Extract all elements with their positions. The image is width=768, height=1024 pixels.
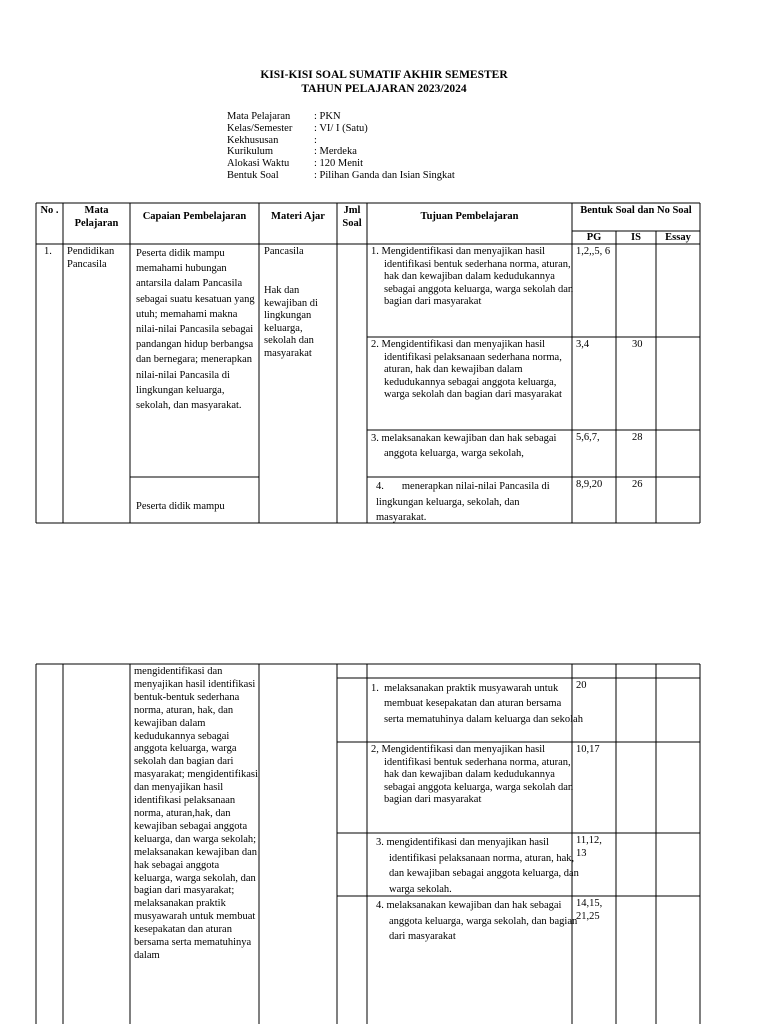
tujuan-number: 4. (376, 481, 384, 492)
tujuan-number: 2, (371, 744, 379, 755)
tujuan-text: Mengidentifikasi dan menyajikan hasil identifikasi bentuk sederhana norma, aturan, hak dan kewajiban dalam kedudukannya sebagai anggota keluarga, warga sekolah dan bagian dari masyarakat (381, 246, 574, 308)
tujuan-item (371, 681, 583, 727)
tujuan-item (371, 246, 583, 309)
tujuan-text: melaksanakan kewajiban dan hak sebagai anggota keluarga, warga sekolah, dan bagian dari masyarakat (386, 900, 578, 942)
meta-label: Mata Pelajaran (227, 111, 291, 122)
pg-cell: 1,2,,5, 6 (576, 246, 611, 257)
pg-cell: 8,9,20 (576, 479, 603, 490)
capaian-cell-continued: mengidentifikasi dan menyajikan hasil identifikasi bentuk-bentuk sederhana norma, aturan, hak, dan kewajiban dalam kedudukannya sebagai anggota keluarga, warga sekolah dan bagian dari masyarakat; mengidentifikasi dan menyajikan hasil identifikasi pelaksanaan norma, aturan,hak, dan kewajiban sebagai anggota keluarga, dan warga sekolah; melaksanakan kewajiban dan hak sebagai anggota keluarga, warga sekolah, dan bagian dari masyarakat; melaksanakan praktik musyawarah untuk membuat kesepakatan dan aturan bersama serta mematuhinya dalam (134, 666, 258, 961)
tujuan-item (371, 432, 583, 461)
header-pg: PG (586, 232, 602, 243)
is-cell: 30 (632, 339, 643, 350)
tujuan-number: 2. (371, 339, 379, 350)
tujuan-item (371, 339, 583, 402)
tujuan-item (371, 744, 583, 807)
pg-cell: 20 (576, 680, 587, 691)
header-tujuan: Tujuan Pembelajaran (420, 211, 519, 222)
pg-cell: 11,12, 13 (576, 835, 602, 859)
pg-cell: 5,6,7, (576, 432, 600, 443)
meta-label: Kekhususan (227, 134, 279, 146)
header-materi: Materi Ajar (271, 211, 325, 222)
materi-cell: Pancasila (264, 246, 304, 257)
header-essay: Essay (665, 232, 691, 243)
tujuan-text: melaksanakan kewajiban dan hak sebagai anggota keluarga, warga sekolah, (381, 433, 557, 459)
row-number: 1. (44, 246, 52, 257)
tujuan-text: Mengidentifikasi dan menyajikan hasil identifikasi bentuk sederhana norma, aturan, hak dan kewajiban dalam kedudukannya sebagai anggota keluarga, warga sekolah dan bagian dari masyarakat (381, 744, 574, 806)
mata-pelajaran-cell: Pendidikan Pancasila (67, 246, 115, 270)
is-cell: 28 (632, 432, 643, 443)
tujuan-item (376, 898, 583, 945)
meta-value: : 120 Menit (314, 158, 363, 170)
tujuan-text: melaksanakan praktik musyawarah untuk membuat kesepakatan dan aturan bersama serta mematuhinya dalam keluarga dan sekolah (384, 683, 583, 725)
capaian-cell: Peserta didik mampu memahami hubungan antarsila dalam Pancasila sebagai suatu kesatuan yang utuh; memahami makna nilai-nilai Pancasila sebagai pandangan hidup berbangsa dan bernegara; menerapkan nilai-nilai Pancasila di lingkungan keluarga, sekolah, dan masyarakat. (136, 248, 255, 412)
meta-value: : Pilihan Ganda dan Isian Singkat (314, 169, 455, 181)
meta-label: Kelas/Semester (227, 122, 293, 134)
meta-value: : (314, 134, 317, 146)
header-is: IS (631, 232, 641, 243)
tujuan-number: 1. (371, 246, 379, 257)
meta-value: : Merdeka (314, 146, 357, 158)
meta-label: Bentuk Soal (227, 169, 279, 181)
materi-cell: Hak dan kewajiban di lingkungan keluarga, sekolah dan masyarakat (264, 285, 318, 359)
meta-value: : VI/ I (Satu) (314, 122, 368, 134)
tujuan-number: 1. (371, 683, 379, 694)
meta-label: Alokasi Waktu (227, 158, 290, 170)
header-bentuk-soal: Bentuk Soal dan No Soal (580, 205, 692, 216)
header-mata-pelajaran: Mata Pelajaran (74, 205, 119, 229)
meta-label: Kurikulum (227, 146, 274, 158)
meta-value: : PKN (314, 111, 341, 122)
tujuan-text: Mengidentifikasi dan menyajikan hasil identifikasi pelaksanaan sederhana norma, aturan, hak dan kewajiban dalam kedudukannya sebagai anggota keluarga, warga sekolah dan bagian dari masyarakat (381, 339, 562, 401)
tujuan-item (376, 479, 570, 526)
tujuan-number: 4. (376, 900, 384, 911)
document-subtitle: TAHUN PELAJARAN 2023/2024 (301, 83, 467, 95)
tujuan-item (376, 835, 583, 897)
is-cell: 26 (632, 479, 643, 490)
document-title: KISI-KISI SOAL SUMATIF AKHIR SEMESTER (260, 69, 508, 81)
pg-cell: 14,15, 21,25 (576, 898, 603, 922)
header-capaian: Capaian Pembelajaran (142, 211, 247, 222)
tujuan-text: menerapkan nilai-nilai Pancasila di lingkungan keluarga, sekolah, dan masyarakat. (376, 481, 550, 523)
header-jml-soal: Jml Soal (342, 205, 362, 229)
pg-cell: 10,17 (576, 744, 600, 755)
header-no: No . (40, 205, 59, 216)
tujuan-number: 3. (376, 837, 384, 848)
tujuan-text: mengidentifikasi dan menyajikan hasil identifikasi pelaksanaan norma, aturan, hak, dan kewajiban sebagai anggota keluarga, dan warga sekolah. (386, 837, 579, 895)
pg-cell: 3,4 (576, 339, 590, 350)
capaian-cell-continued: Peserta didik mampu (136, 501, 225, 512)
tujuan-number: 3. (371, 433, 379, 444)
